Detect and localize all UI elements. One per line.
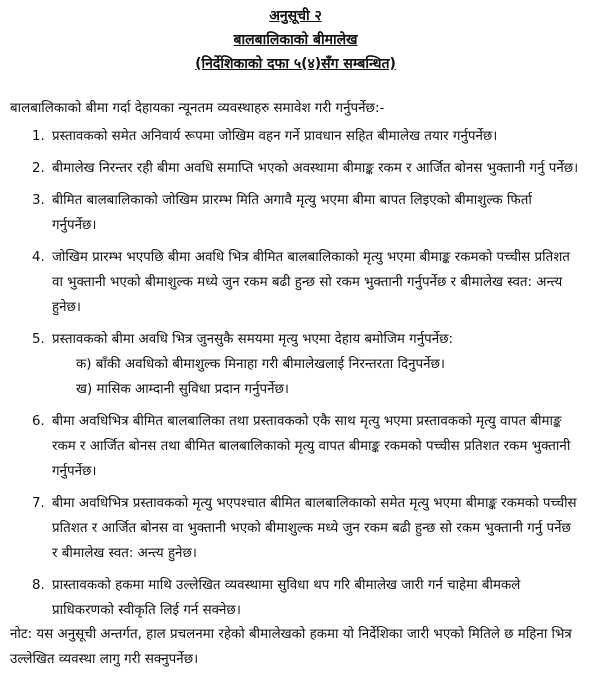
list-item: [10, 327, 580, 402]
provisions-list: [10, 124, 580, 630]
annex-title: अनुसूची २: [269, 8, 322, 24]
section-reference: (निर्देशिकाको दफा ५(४)सँग सम्बन्धित): [195, 56, 396, 72]
sub-item-text: मासिक आम्दानी सुविधा प्रदान गर्नुपर्नेछ।: [96, 382, 290, 397]
list-item: [10, 573, 580, 623]
list-item: [10, 124, 580, 149]
item-number: 7.: [32, 496, 45, 511]
item-text: प्रास्तावकको हकमा माथि उल्लेखित व्यवस्थामा सुविधा थप गरि बीमालेख जारी गर्न चाहेमा बीमकले प्राधिकरणको स्वीकृति लिई गर्न सक्नेछ।: [52, 578, 521, 618]
item-text: बीमा अवधिभित्र प्रस्तावकको मृत्यु भएपश्चात बीमित बालबालिकाको समेत मृत्यु भएमा बीमाङ्क रकमको पच्चीस प्रतिशत र आर्जित बोनस वा भुक्तानी भएको बीमाशुल्क मध्ये जुन रकम बढी हुन्छ सो रकम भुक्तानी गर्नु पर्नेछ र बीमालेख स्वत: अन्त्य हुनेछ।: [52, 496, 577, 561]
item-number: 3.: [32, 193, 45, 208]
note-paragraph: नोट: यस अनुसूची अन्तर्गत, हाल प्रचलनमा रहेको बीमालेखको हकमा यो निर्देशिका जारी भएको मितिले छ महिना भित्र उल्लेखित व्यवस्था लागु गरी सक्नुपर्नेछ।: [10, 627, 572, 667]
item-number: 1.: [32, 129, 45, 144]
sub-item-label: ख): [76, 382, 93, 397]
item-number: 2.: [32, 161, 45, 176]
sub-item-label: क): [76, 357, 92, 372]
item-number: 4.: [32, 250, 45, 265]
item-text: जोखिम प्रारम्भ भएपछि बीमा अवधि भित्र बीमित बालबालिकाको मृत्यु भएमा बीमाङ्क रकमको पच्चीस प्रतिशत वा भुक्तानी भएको बीमाशुल्क मध्ये जुन रकम बढी हुन्छ सो रकम भुक्तानी गर्नुपर्नेछ र बीमालेख स्वत: अन्त्य हुनेछ।: [52, 250, 570, 315]
item-text: बीमालेख निरन्तर रही बीमा अवधि समाप्ति भएको अवस्थामा बीमाङ्क रकम र आर्जित बोनस भुक्तानी गर्नु पर्नेछ।: [52, 161, 579, 176]
intro-paragraph: बालबालिकाको बीमा गर्दा देहायका न्यूनतम व्यवस्थाहरु समावेश गरी गर्नुपर्नेछ:-: [10, 101, 385, 116]
sub-item: [52, 377, 580, 402]
list-item: [10, 156, 580, 181]
item-text: प्रस्तावकको बीमा अवधि भित्र जुनसुकै समयमा मृत्यु भएमा देहाय बमोजिम गर्नुपर्नेछ:: [52, 332, 454, 347]
item-number: 5.: [32, 332, 45, 347]
sub-item: [52, 352, 580, 377]
list-item: [10, 409, 580, 484]
document-header: [0, 4, 591, 76]
item-text: बीमित बालबालिकाको जोखिम प्रारम्भ मिति अगावै मृत्यु भएमा बीमा बापत लिइएको बीमाशुल्क फिर्ता गर्नुपर्नेछ।: [52, 193, 532, 233]
list-item: [10, 188, 580, 238]
list-item: [10, 491, 580, 566]
item-text: बीमा अवधिभित्र बीमित बालबालिका तथा प्रस्तावकको एकै साथ मृत्यु भएमा प्रस्तावकको मृत्यु वापत बीमाङ्क रकम र आर्जित बोनस तथा बीमित बालबालिकाको मृत्यु वापत बीमाङ्क रकमको पच्चीस प्रतिशत रकम भुक्तानी गर्नुपर्नेछ।: [52, 414, 571, 479]
item-text: प्रस्तावकको समेत अनिवार्य रूपमा जोखिम वहन गर्ने प्रावधान सहित बीमालेख तयार गर्नुपर्नेछ।: [52, 129, 498, 144]
policy-title: बालबालिकाको बीमालेख: [233, 32, 358, 48]
list-item: [10, 245, 580, 320]
item-number: 8.: [32, 578, 45, 593]
sub-item-text: बाँकी अवधिको बीमाशुल्क मिनाहा गरी बीमालेखलाई निरन्तरता दिनुपर्नेछ।: [95, 357, 445, 372]
item-number: 6.: [32, 414, 45, 429]
